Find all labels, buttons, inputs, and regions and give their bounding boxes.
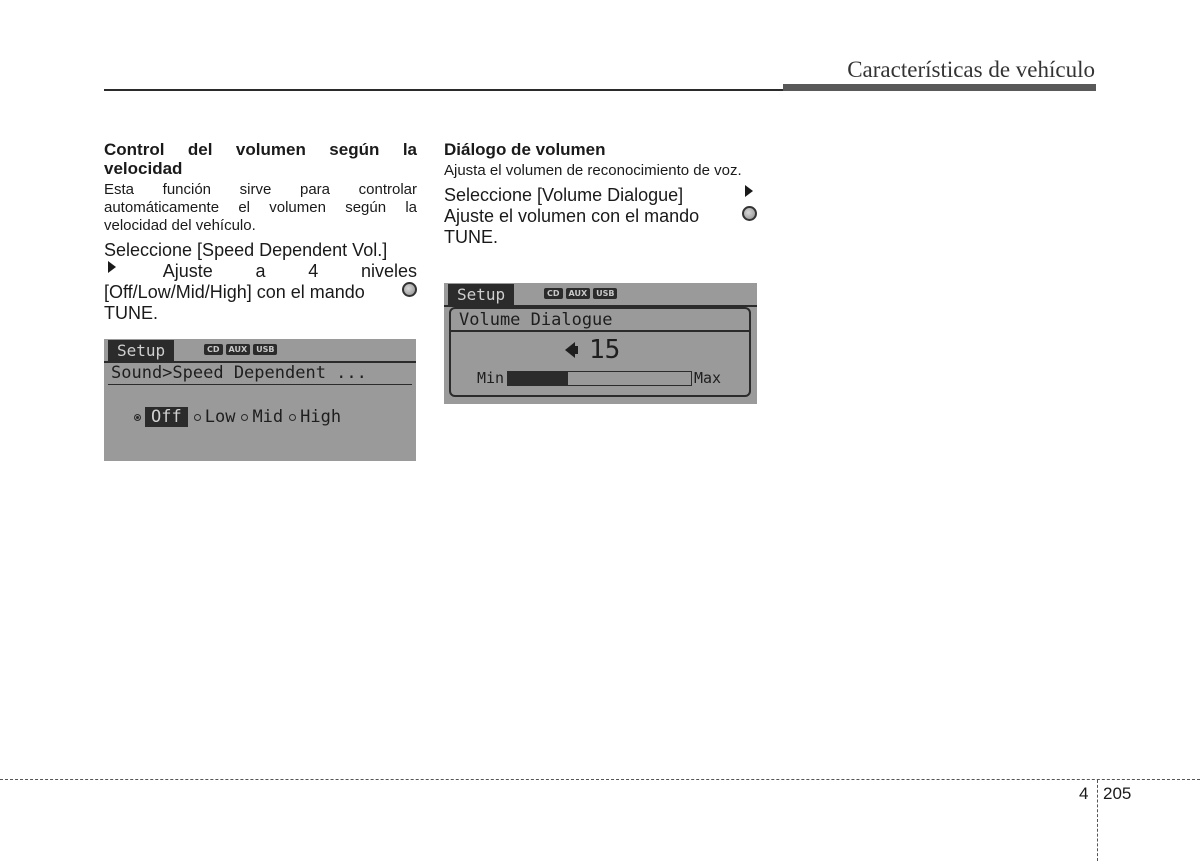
radio-icon: [289, 414, 296, 421]
arrow-right-icon: [108, 261, 116, 273]
cd-badge: CD: [204, 344, 223, 355]
screen-top-bar: [444, 283, 757, 307]
instruction-line: [Off/Low/Mid/High] con el mando: [104, 282, 417, 303]
volume-slider-fill: [508, 372, 568, 385]
volume-readout: [565, 335, 620, 365]
page-header-title: Características de vehículo: [847, 57, 1095, 82]
setup-tab: Setup: [108, 340, 174, 361]
radio-icon: [194, 414, 201, 421]
page-number: 205: [1103, 784, 1132, 803]
max-label: Max: [694, 369, 722, 387]
option-mid[interactable]: Mid: [241, 407, 283, 427]
source-badges: [204, 344, 277, 355]
instruction-line: TUNE.: [104, 303, 158, 323]
volume-dialogue-screen: [444, 283, 757, 404]
instruction-line: Ajuste el volumen con el mando: [444, 206, 757, 227]
footer-divider: [1097, 780, 1098, 861]
speaker-icon: [565, 342, 575, 358]
instruction-line: Ajuste a 4 niveles: [104, 261, 417, 282]
dialog-title: Volume Dialogue: [459, 310, 613, 330]
level-options: [134, 407, 341, 427]
source-badges: [544, 288, 617, 299]
section-volume-dialogue: [444, 140, 757, 248]
dialog-rule: [451, 330, 749, 332]
min-label: Min: [477, 369, 505, 387]
tune-knob-icon: [742, 206, 757, 221]
menu-path-rule: [108, 384, 412, 385]
section-description: Ajusta el volumen de reconocimiento de voz.: [444, 162, 742, 179]
volume-value: 15: [589, 335, 621, 365]
section-speed-volume: [104, 140, 417, 324]
aux-badge: AUX: [566, 288, 591, 299]
instruction-block: [444, 185, 757, 248]
section-heading: Diálogo de volumen: [444, 140, 606, 159]
section-heading: Control del volumen según la velocidad: [104, 140, 417, 178]
instruction-line: TUNE.: [444, 227, 498, 247]
setup-tab: Setup: [448, 284, 514, 305]
screen-top-bar: [104, 339, 416, 363]
instruction-line: Seleccione [Volume Dialogue]: [444, 185, 757, 206]
usb-badge: USB: [593, 288, 617, 299]
cd-badge: CD: [544, 288, 563, 299]
radio-icon: [241, 414, 248, 421]
arrow-right-icon: [745, 185, 753, 197]
speed-dependent-screen: [104, 339, 416, 461]
volume-dialog: [449, 307, 751, 397]
option-low[interactable]: Low: [194, 407, 236, 427]
header-rule-accent: [783, 84, 1096, 91]
radio-selected-icon: [134, 414, 141, 421]
section-description: Esta función sirve para controlar automáticamente el volumen según la velocidad del vehículo.: [104, 181, 417, 234]
menu-path: Sound>Speed Dependent ...: [111, 363, 367, 383]
option-high[interactable]: High: [289, 407, 341, 427]
instruction-line: Seleccione [Speed Dependent Vol.]: [104, 240, 388, 260]
chapter-number: 4: [1079, 784, 1089, 803]
header-rule: [104, 89, 784, 91]
usb-badge: USB: [253, 344, 277, 355]
tune-knob-icon: [402, 282, 417, 297]
instruction-block: [104, 240, 417, 324]
footer-rule: [0, 779, 1200, 780]
aux-badge: AUX: [226, 344, 251, 355]
volume-slider[interactable]: [507, 371, 692, 386]
option-off[interactable]: Off: [134, 407, 188, 427]
